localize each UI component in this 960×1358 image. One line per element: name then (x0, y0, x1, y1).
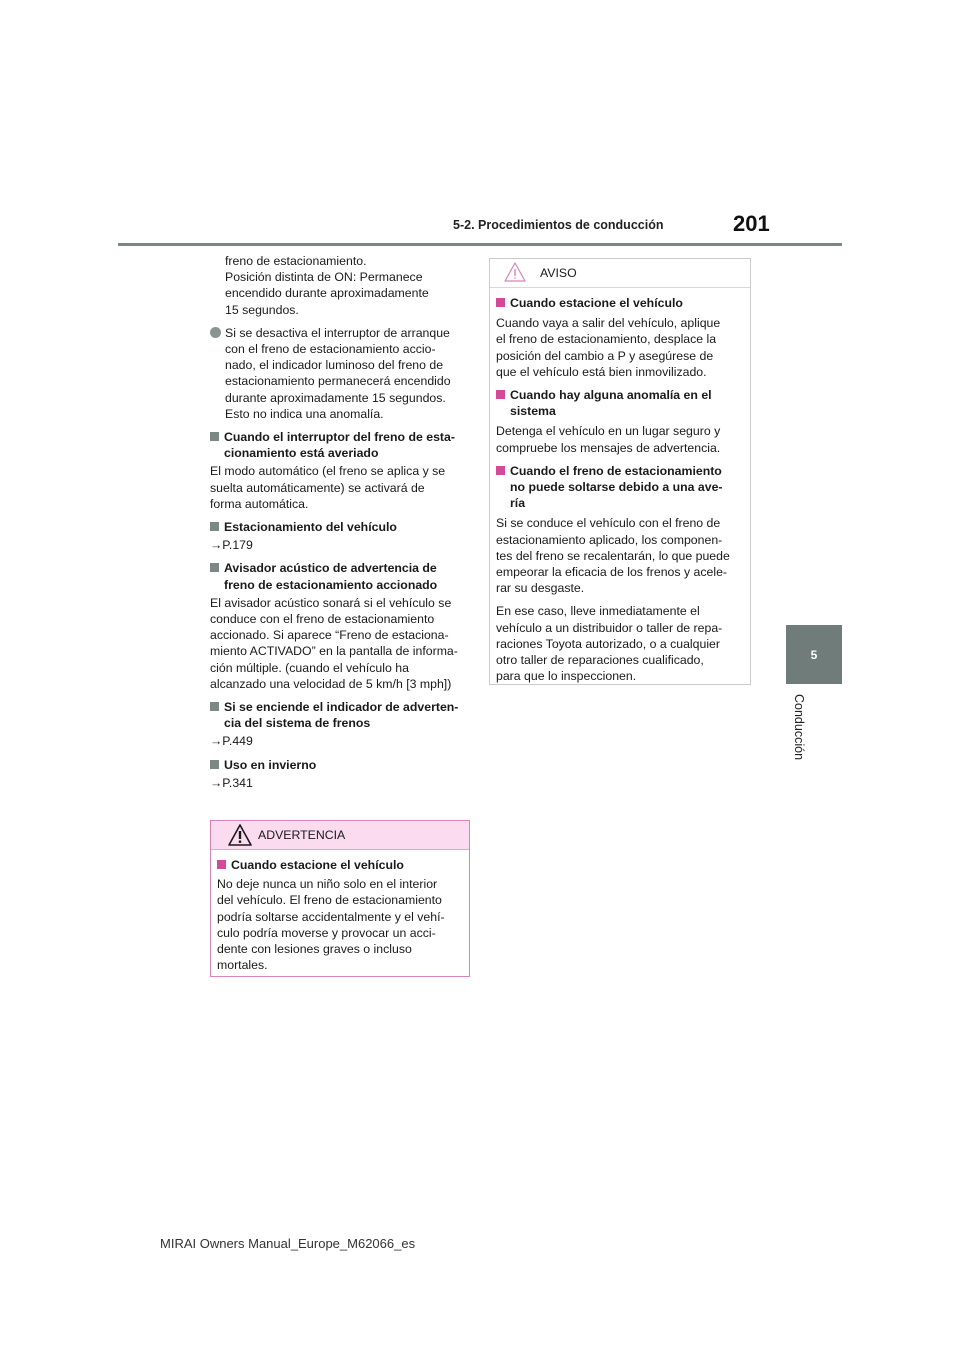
text-line: mortales. (217, 958, 268, 973)
text-line: vehículo a un distribuidor o taller de repa- (496, 620, 723, 635)
text-line: El modo automático (el freno se aplica y se (210, 464, 446, 479)
text-line: con el freno de estacionamiento accio- (225, 342, 436, 357)
text-line: ción múltiple. (cuando el vehículo ha (210, 660, 409, 675)
text-line: freno de estacionamiento accionado (224, 577, 438, 592)
text-line: 15 segundos. (225, 302, 299, 317)
square-bullet-icon (210, 522, 219, 531)
text-line: compruebe los mensajes de advertencia. (496, 440, 721, 455)
text-line: raciones Toyota autorizado, o a cualquier (496, 636, 720, 651)
text-line: miento ACTIVADO” en la pantalla de informa- (210, 644, 458, 659)
text-line: El avisador acústico sonará si el vehículo se (210, 595, 452, 610)
text-line: forma automática. (210, 496, 309, 511)
square-bullet-icon (210, 432, 219, 441)
bullet-item (210, 325, 470, 422)
section-heading (210, 429, 470, 461)
square-bullet-icon (217, 860, 226, 869)
text-line: →P.449 (210, 734, 253, 749)
text-line: tes del freno se recalentarán, lo que puede (496, 548, 730, 563)
text-line: alcanzado una velocidad de 5 km/h [3 mph]) (210, 676, 452, 691)
text-line: Esto no indica una anomalía. (225, 406, 384, 421)
text-line: freno de estacionamiento. (225, 254, 367, 268)
notice-text (496, 603, 744, 684)
text-line: Avisador acústico de advertencia de (224, 561, 437, 576)
text-line: estacionamiento permanecerá encendido (225, 374, 451, 389)
notice-text (496, 515, 744, 596)
chapter-number: 5 (810, 647, 818, 662)
left-column (210, 253, 470, 798)
text-line: accionado. Si aparece “Freno de estaciona- (210, 628, 449, 643)
text-line: empeorar la eficacia de los frenos y acele- (496, 565, 728, 580)
square-bullet-icon (496, 390, 505, 399)
text-line: →P.341 (210, 775, 253, 790)
text-line: Cuando estacione el vehículo (510, 296, 683, 310)
section-heading (496, 387, 744, 419)
warning-box-title: ADVERTENCIA (258, 828, 346, 842)
notice-text (496, 423, 744, 455)
page-reference-link[interactable] (210, 733, 470, 749)
square-bullet-icon (496, 466, 505, 475)
text-line: cionamiento está averiado (224, 446, 379, 461)
page-reference-link[interactable] (210, 775, 470, 791)
text-line: No deje nunca un niño solo en el interior (217, 877, 438, 892)
text-line: no puede soltarse debido a una ave- (510, 480, 723, 495)
section-heading (496, 463, 744, 512)
header-rule (118, 243, 842, 246)
continued-text (210, 253, 470, 318)
square-bullet-icon (210, 760, 219, 769)
text-line: Cuando estacione el vehículo (231, 858, 404, 872)
section-heading (210, 519, 470, 535)
section-body (210, 595, 470, 692)
section-body (210, 463, 470, 512)
footer-manual-title: MIRAI Owners Manual_Europe_M62066_es (160, 1236, 416, 1251)
text-line: durante aproximadamente 15 segundos. (225, 390, 446, 405)
text-line: otro taller de reparaciones cualificado, (496, 653, 704, 668)
square-bullet-icon (210, 702, 219, 711)
text-line: Cuando el freno de estacionamiento (510, 463, 722, 478)
text-line: suelta automáticamente) se activará de (210, 480, 425, 495)
text-line: nado, el indicador luminoso del freno de (225, 358, 444, 373)
text-line: sistema (510, 404, 556, 419)
text-line: del vehículo. El freno de estacionamiento (217, 893, 442, 908)
text-line: posición del cambio a P y asegúrese de (496, 348, 714, 363)
text-line: Cuando vaya a salir del vehículo, aplique (496, 316, 721, 331)
page-reference-link[interactable] (210, 537, 470, 553)
section-heading (210, 699, 470, 731)
text-line: →P.179 (210, 538, 253, 553)
section-heading (496, 295, 744, 311)
text-line: Si se conduce el vehículo con el freno de (496, 516, 721, 531)
text-line: encendido durante aproximadamente (225, 286, 429, 301)
notice-text (496, 315, 744, 380)
text-line: que el vehículo está bien inmovilizado. (496, 364, 707, 379)
warning-box-body (211, 850, 469, 973)
page-number: 201 (733, 211, 770, 236)
section-heading (210, 757, 470, 773)
bullet-dot-icon (210, 327, 221, 338)
text-line: el freno de estacionamiento, desplace la (496, 332, 717, 347)
text-line: Si se desactiva el interruptor de arranque (225, 325, 450, 340)
text-line: rar su desgaste. (496, 581, 585, 596)
text-line: Estacionamiento del vehículo (224, 520, 397, 535)
text-line: Si se enciende el indicador de adverten- (224, 700, 459, 715)
text-line: Cuando hay alguna anomalía en el (510, 388, 712, 403)
text-line: podría soltarse accidentalmente y el vehí- (217, 909, 445, 924)
text-line: ría (510, 496, 526, 511)
square-bullet-icon (210, 563, 219, 572)
warning-text (217, 876, 463, 973)
warning-triangle-icon (228, 824, 252, 846)
text-line: culo podría moverse y provocar un acci- (217, 925, 436, 940)
square-bullet-icon (496, 298, 505, 307)
text-line: estacionamiento aplicado, los componen- (496, 532, 723, 547)
warning-box (210, 820, 470, 977)
text-line: Detenga el vehículo en un lugar seguro y (496, 424, 721, 439)
text-line: Cuando el interruptor del freno de esta- (224, 430, 455, 445)
text-line: conduce con el freno de estacionamiento (210, 612, 435, 627)
section-heading (217, 857, 463, 873)
text-line: dente con lesiones graves o incluso (217, 942, 412, 957)
chapter-tab[interactable] (786, 625, 842, 684)
text-line: para que lo inspeccionen. (496, 669, 637, 684)
text-line: cia del sistema de frenos (224, 716, 371, 731)
section-title: 5-2. Procedimientos de conducción (453, 218, 664, 232)
notice-box (489, 258, 751, 685)
warning-box-header (211, 821, 469, 850)
text-line: Uso en invierno (224, 757, 317, 772)
text-line: En ese caso, lleve inmediatamente el (496, 604, 700, 619)
notice-box-header (490, 259, 750, 288)
notice-box-body (490, 288, 750, 684)
caution-triangle-icon (504, 262, 526, 282)
chapter-label: Conducción (792, 694, 806, 761)
notice-box-title: AVISO (540, 266, 577, 280)
section-heading (210, 560, 470, 592)
text-line: Posición distinta de ON: Permanece (225, 270, 423, 285)
